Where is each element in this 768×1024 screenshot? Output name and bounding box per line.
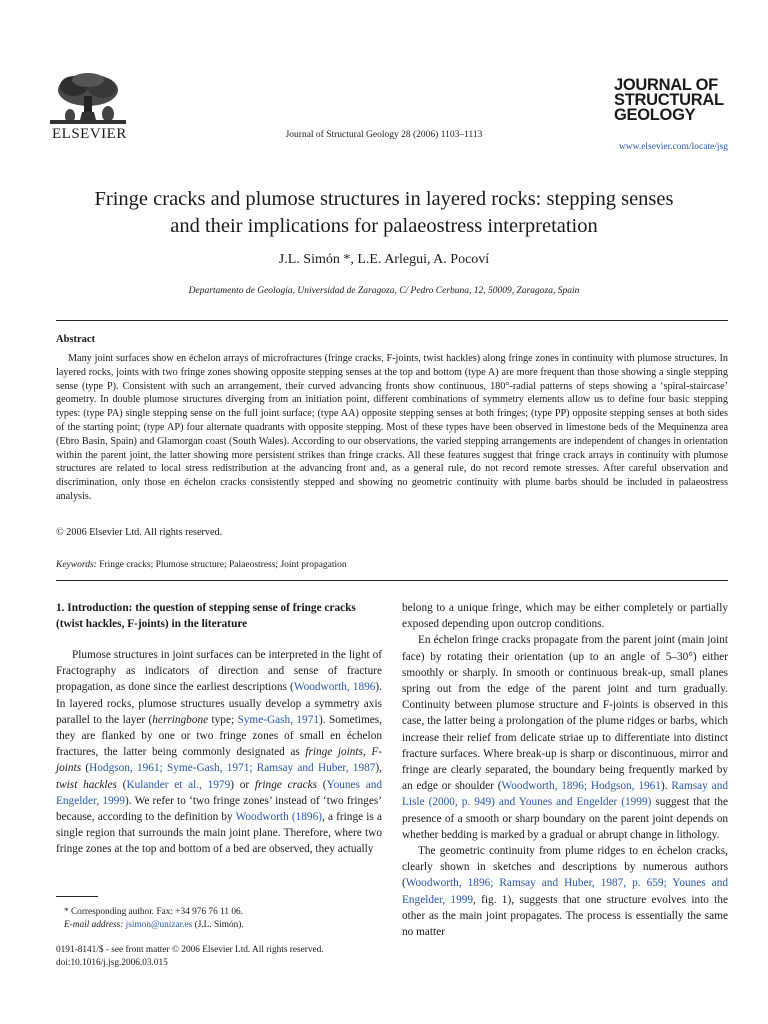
divider bbox=[56, 320, 728, 321]
abstract-heading: Abstract bbox=[56, 334, 96, 345]
keywords bbox=[56, 560, 347, 570]
doi-line: doi:10.1016/j.jsg.2006.03.015 bbox=[56, 958, 168, 968]
abstract-text: Many joint surfaces show en échelon arrays of microfractures (fringe cracks, F-joints, twist hackles) along fringe zones in continuity with plumose structures. In layered rocks, joints with two fringe zones showing opposite stepping senses at the top and bottom (type A) are more frequent than those showing a single stepping sense (type P). Consistent with such an arrangement, their curved advancing fronts show continuous, 180°-radial patterns of steps showing a ‘spiral-staircase’ geometry. In double plumose structures diverging from an initiation point, different combinations of symmetry elements allow us to define four basic stepping types: (type PA) single stepping sense on the full joint surface; (type AA) opposite stepping senses at both fringes; (type PP) opposite stepping senses at both sides of the starting point; (type AP) four alternate quadrants with opposite stepping. Most of these types have been observed in limestone beds of the Mequinenza area (Ebro Basin, Spain) and Glamorgan coast (South Wales). According to our observations, the varied stepping arrangements are independent of changes in orientation within the parent joint, the latter showing more persistent strikes than fringe cracks. All these features suggest that fringe crack arrays in continuity with plumose structures are related to local stress redistribution at the advancing front and, as a general rule, do not record remote stresses. After careful observation and discrimination, only those en échelon cracks consistently stepped and showing no geometric continuity with plume barbs should be included in palaeostress analysis. bbox=[56, 353, 728, 502]
email-link[interactable]: jsimon@unizar.es bbox=[123, 920, 193, 930]
email-note: E-mail address: jsimon@unizar.es (J.L. Simón). bbox=[64, 920, 244, 930]
journal-url-link[interactable]: www.elsevier.com/locate/jsg bbox=[618, 142, 728, 152]
journal-citation: Journal of Structural Geology 28 (2006) 1103–1113 bbox=[285, 130, 483, 140]
citation-link[interactable]: Kulander et al., 1979 bbox=[126, 778, 231, 791]
abstract-copyright: © 2006 Elsevier Ltd. All rights reserved. bbox=[56, 527, 223, 538]
citation-link[interactable]: Woodworth, 1896 bbox=[293, 681, 376, 694]
body-paragraph: Plumose structures in joint surfaces can be interpreted in the light of Fractography as indicators of direction and sense of fracture propagation, as done since the earliest descriptions (Woodworth, 1896). In layered rocks, plumose structures usually develop a symmetry axis parallel to the layer (herringbone type; Syme-Gash, 1971). Sometimes, they are flanked by one or two fringe zones of small en échelon fractures, the latter being commonly designated as fringe joints, F-joints (Hodgson, 1961; Syme-Gash, 1971; Ramsay and Huber, 1987), twist hackles (Kulander et al., 1979) or fringe cracks (Younes and Engelder, 1999). We refer to ‘two fringe zones’ instead of ‘two fringes’ because, according to the definition by Woodworth (1896), a fringe is a single region that surrounds the main joint plane. Therefore, where two fringe zones at the top and bottom of a bed are observed, they actually bbox=[56, 649, 383, 856]
section-heading: 1. Introduction: the question of stepping sense of fringe cracks (twist hackles, F-joints) in the literature bbox=[56, 602, 356, 630]
author-affiliation: Departamento de Geología, Universidad de Zaragoza, C/ Pedro Cerbuna, 12, 50009, Zaragoza, Spain bbox=[188, 286, 580, 296]
page-header bbox=[0, 0, 768, 160]
article-title: Fringe cracks and plumose structures in layered rocks: stepping senses and their implications for palaeostress interpretation bbox=[94, 188, 674, 237]
journal-logo-text: JOURNAL OF STRUCTURAL GEOLOGY bbox=[614, 76, 724, 124]
footnotes bbox=[56, 906, 382, 970]
author-list: J.L. Simón *, L.E. Arlegui, A. Pocoví bbox=[278, 252, 490, 267]
body-paragraph: The geometric continuity from plume ridges to en échelon cracks, clearly shown in sketches and descriptions by numerous authors (Woodworth, 1896; Ramsay and Huber, 1987, p. 659; Younes and Engelder, 1999, fig. 1), suggests that one structure evolves into the other as the main joint propagates. The process is essentially the same no matter bbox=[402, 845, 728, 939]
body-column-left bbox=[56, 600, 382, 858]
citation-link[interactable]: Ramsay and Lisle (2000, p. 949) and Younes and Engelder (1999) bbox=[402, 780, 728, 809]
corresponding-author-note: * Corresponding author. Fax: +34 976 76 11 06. bbox=[64, 907, 243, 917]
body-column-right bbox=[402, 600, 728, 940]
keywords-list: Fringe cracks; Plumose structure; Palaeostress; Joint propagation bbox=[96, 560, 347, 570]
citation-link[interactable]: Syme-Gash, 1971 bbox=[237, 713, 319, 726]
issn-line: 0191-8141/$ - see front matter © 2006 Elsevier Ltd. All rights reserved. bbox=[56, 945, 324, 955]
footnote-divider bbox=[56, 896, 98, 897]
keywords-label: Keywords: bbox=[56, 560, 97, 570]
citation-link[interactable]: Woodworth, 1896; Ramsay and Huber, 1987, p. 659; Younes and Engelder, 1999 bbox=[402, 877, 728, 906]
citation-link[interactable]: Younes and Engelder, 1999 bbox=[56, 778, 383, 807]
body-paragraph: belong to a unique fringe, which may be either completely or partially exposed depending upon outcrop conditions. bbox=[402, 602, 728, 631]
publisher-name: ELSEVIER bbox=[52, 126, 127, 142]
citation-link[interactable]: Woodworth, 1896; Hodgson, 1961 bbox=[501, 780, 661, 793]
citation-link[interactable]: Woodworth (1896) bbox=[235, 811, 322, 824]
body-paragraph: En échelon fringe cracks propagate from the parent joint (main joint face) by rotating their orientation (up to an angle of 5–30°) either smoothly or sharply. In smooth or continuous break-up, small planes spring out from the edge of the parent joint and turn gradually. Continuity between plumose structure and F-joints is observed in this case, the latter being a prolongation of the plume ridges or barbs, which increase their relief from delicate striae up to differentiate into distinct fracture surfaces. Where break-up is sharp or discontinuous, mirror and fringe are clearly separated, the boundary being frequently marked by an edge or shoulder (Woodworth, 1896; Hodgson, 1961). Ramsay and Lisle (2000, p. 949) and Younes and Engelder (1999) suggest that the presence of a smooth or sharp boundary on the parent joint depends on whether bedding is marked by a gradual or abrupt change in lithology. bbox=[402, 634, 728, 841]
divider bbox=[56, 580, 728, 581]
citation-link[interactable]: Hodgson, 1961; Syme-Gash, 1971; Ramsay and Huber, 1987 bbox=[89, 762, 376, 775]
